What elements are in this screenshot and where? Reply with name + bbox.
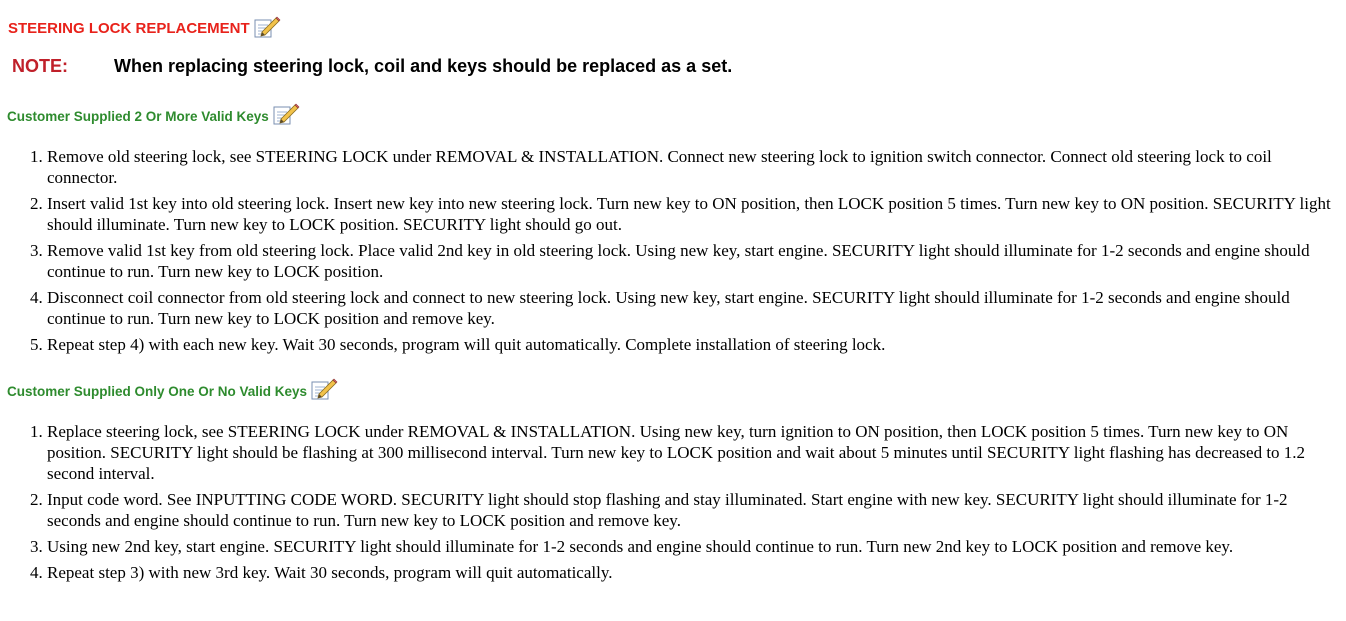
steps-list-two-or-more-keys bbox=[0, 146, 1343, 360]
list-item: 4. Disconnect coil connector from old steering lock and connect to new steering lock. Using new key, start engine. SECURITY light should illuminate for 1-2 seconds and engine should continue to run. Turn new key to LOCK position and remove key. bbox=[47, 287, 1343, 329]
edit-note-icon[interactable] bbox=[310, 377, 338, 401]
note-label: NOTE: bbox=[12, 56, 68, 76]
section-heading-text: Customer Supplied Only One Or No Valid Keys bbox=[7, 384, 308, 399]
section-heading-one-or-no-keys bbox=[7, 375, 338, 399]
edit-note-icon[interactable] bbox=[272, 102, 300, 126]
list-item: 3. Using new 2nd key, start engine. SECURITY light should illuminate for 1-2 seconds and engine should continue to run. Turn new 2nd key to LOCK position and remove key. bbox=[47, 536, 1343, 557]
page-title bbox=[8, 13, 281, 37]
list-item: 5. Repeat step 4) with each new key. Wait 30 seconds, program will quit automatically. Complete installation of steering lock. bbox=[47, 334, 1343, 355]
section-heading-two-or-more-keys bbox=[7, 100, 300, 124]
section-heading-text: Customer Supplied 2 Or More Valid Keys bbox=[7, 109, 269, 124]
list-item: 1. Remove old steering lock, see STEERING LOCK under REMOVAL & INSTALLATION. Connect new steering lock to ignition switch connector. Connect old steering lock to coil connector. bbox=[47, 146, 1343, 188]
list-item: 1. Replace steering lock, see STEERING LOCK under REMOVAL & INSTALLATION. Using new key, turn ignition to ON position, then LOCK position 5 times. Turn new key to ON position. SECURITY light should be flashing at 300 millisecond interval. Turn new key to LOCK position and wait about 5 minutes until SECURITY light flashing has decreased to 1.2 second interval. bbox=[47, 421, 1343, 484]
list-item: 4. Repeat step 3) with new 3rd key. Wait 30 seconds, program will quit automatically. bbox=[47, 562, 1343, 583]
page-title-text: STEERING LOCK REPLACEMENT bbox=[8, 20, 250, 37]
list-item: 2. Insert valid 1st key into old steering lock. Insert new key into new steering lock. Turn new key to ON position, then LOCK position 5 times. Turn new key to ON position. SECURITY light should illuminate. Turn new key to LOCK position. SECURITY light should go out. bbox=[47, 193, 1343, 235]
steps-list-one-or-no-keys bbox=[0, 421, 1343, 588]
list-item: 2. Input code word. See INPUTTING CODE WORD. SECURITY light should stop flashing and stay illuminated. Start engine with new key. SECURITY light should illuminate for 1-2 seconds and engine should continue to run. Turn new key to LOCK position and remove key. bbox=[47, 489, 1343, 531]
note-text: When replacing steering lock, coil and keys should be replaced as a set. bbox=[114, 56, 733, 76]
list-item: 3. Remove valid 1st key from old steering lock. Place valid 2nd key in old steering lock. Using new key, start engine. SECURITY light should illuminate for 1-2 seconds and engine should continue to run. Turn new key to LOCK position. bbox=[47, 240, 1343, 282]
edit-note-icon[interactable] bbox=[253, 15, 281, 39]
note-block bbox=[12, 56, 732, 77]
